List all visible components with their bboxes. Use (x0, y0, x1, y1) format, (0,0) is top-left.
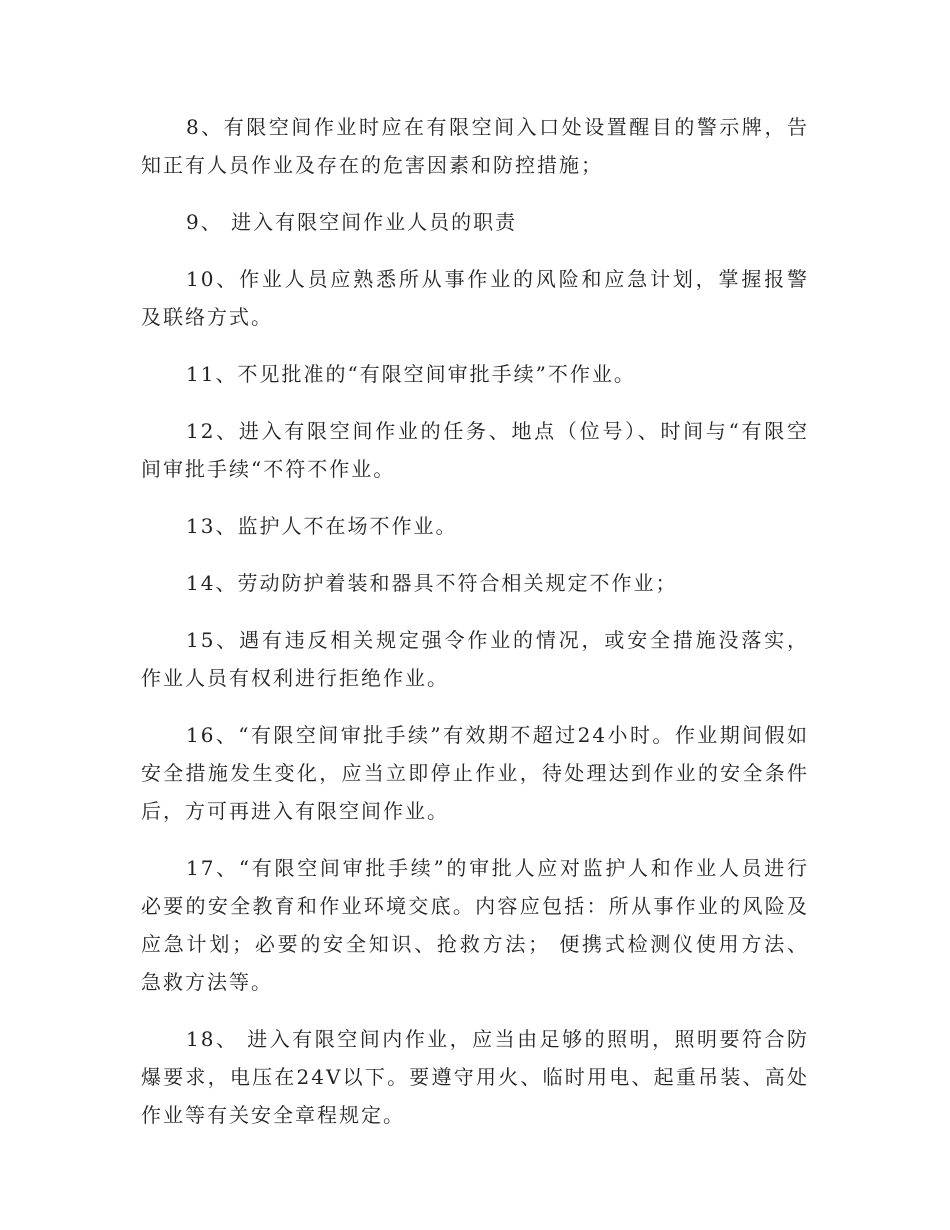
document-body (141, 108, 809, 1153)
paragraph-13: 13、监护人不在场不作业。 (186, 514, 458, 538)
paragraph-15: 15、遇有违反相关规定强令作业的情况，或安全措施没落实，作业人员有权利进行拒绝作业。 (141, 628, 809, 690)
paragraph-16: 16、“有限空间审批手续”有效期不超过24小时。作业期间假如安全措施发生变化，应当立即停止作业，待处理达到作业的安全条件后，方可再进入有限空间作业。 (141, 723, 809, 823)
paragraph-12: 12、进入有限空间作业的任务、地点（位号）、时间与“有限空间审批手续“不符不作业。 (141, 419, 809, 481)
paragraph-17: 17、“有限空间审批手续”的审批人应对监护人和作业人员进行必要的安全教育和作业环境交底。内容应包括：所从事作业的风险及应急计划；必要的安全知识、抢救方法； 便携式检测仪使用方法、急救方法等。 (141, 856, 809, 994)
paragraph-11: 11、不见批准的“有限空间审批手续”不作业。 (186, 362, 636, 386)
paragraph-10: 10、作业人员应熟悉所从事作业的风险和应急计划，掌握报警及联络方式。 (141, 267, 809, 329)
paragraph-18: 18、 进入有限空间内作业，应当由足够的照明，照明要符合防爆要求，电压在24V以下。要遵守用火、临时用电、起重吊装、高处作业等有关安全章程规定。 (141, 1027, 809, 1127)
paragraph-9: 9、 进入有限空间作业人员的职责 (186, 210, 518, 234)
paragraph-8: 8、有限空间作业时应在有限空间入口处设置醒目的警示牌，告知正有人员作业及存在的危害因素和防控措施； (141, 115, 809, 177)
paragraph-14: 14、劳动防护着装和器具不符合相关规定不作业； (186, 571, 678, 595)
